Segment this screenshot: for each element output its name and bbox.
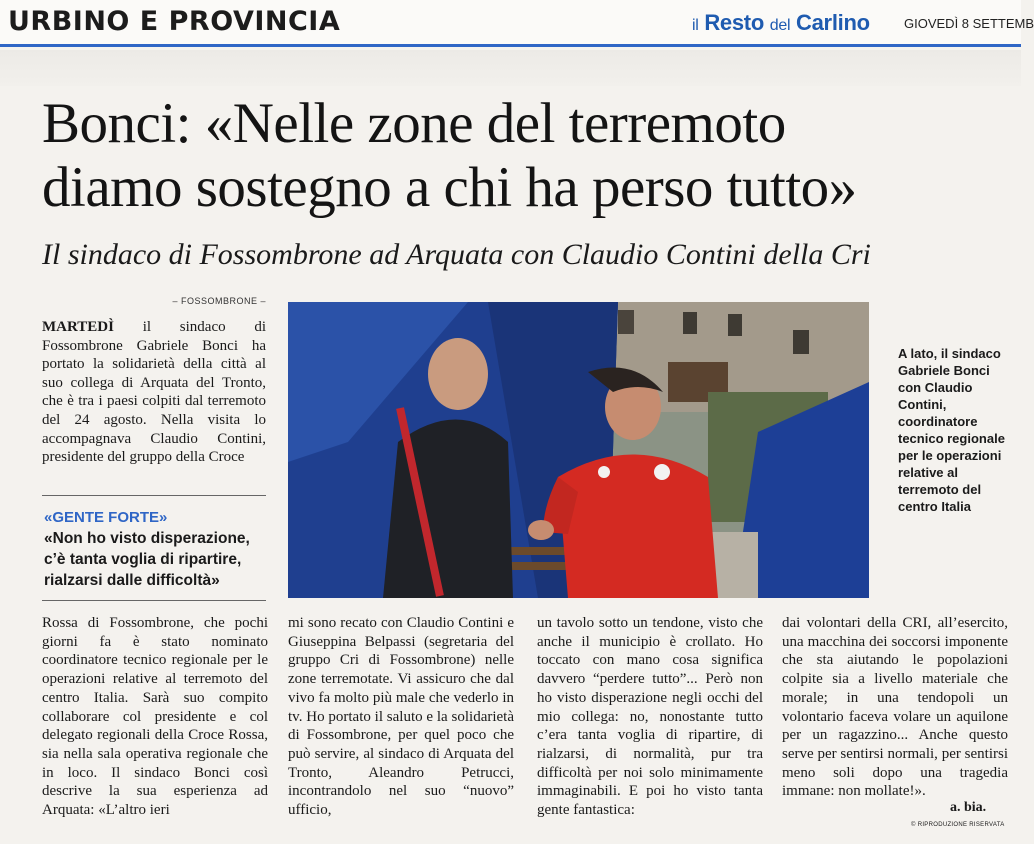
headline: [42, 92, 1002, 220]
section-title: URBINO E PROVINCIA: [8, 6, 341, 37]
headline-line-2: diamo sostegno a chi ha perso tutto»: [42, 156, 857, 219]
lede-paragraph: [42, 318, 266, 467]
body-column-1: Rossa di Fossombrone, che pochi giorni fa è stato nominato coordinatore tecnico regionale per le operazioni relative al terremoto del centro Italia. Sarà suo compito collaborare col presidente e col delegato regionali della Croce Rossa, sia nella sala operativa regionale che in loco. Il sindaco Bonci così descrive la sua esperienza ad Arquata: «L’altro ieri: [42, 615, 268, 819]
photo-caption: A lato, il sindaco Gabriele Bonci con Claudio Contini, coordinatore tecnico regionale per le operazioni relative al terremoto del centro Italia: [898, 346, 1005, 514]
body-column-2: mi sono recato con Claudio Contini e Giuseppina Belpassi (segretaria del gruppo Cri di Fossombrone) nelle zone terremotate. Vi assicuro che dal vivo fa molto più male che vederlo in tv. Ho portato il saluto e la solidarietà di Fossombrone, per quel poco che può servire, al sindaco di Arquata del Tronto, Aleandro Petrucci, incontrandolo nel suo “nuovo” ufficio,: [288, 615, 514, 819]
body-column-3: un tavolo sotto un tendone, visto che anche il municipio è crollato. Ho toccato con mano cosa significa davvero “perdere tutto”... Però non ho visto disperazione negli occhi del mio collega: no, nonostante tutto c’era tanta voglia di ripartire, di rialzarsi, di normalità, pur tra difficoltà per noi solo minimamente immaginabili. E poi ho visto tanta gente fantastica:: [537, 615, 763, 819]
copyright-notice: © RIPRODUZIONE RISERVATA: [911, 822, 1005, 828]
quote-bottom-rule: [42, 600, 266, 601]
body-column-4: dai volontari della CRI, all’esercito, una macchina dei soccorsi imponente che sta aiutando le popolazioni colpite sia a livello materiale che morale; in una tendopoli un volontario faceva volare un aquilone per un ragazzino... Anche questo serve per sentirsi normali, per sentirsi meno soli dopo una tragedia immane: non mollate!».: [782, 615, 1008, 800]
logo-resto: Resto: [704, 10, 764, 35]
quote-top-rule: [42, 495, 266, 496]
issue-date: GIOVEDÌ 8 SETTEMB: [904, 16, 1034, 31]
bleed-through-strip: [0, 50, 1021, 86]
lede-text: il sindaco di Fossombrone Gabriele Bonci ha portato la solidarietà della città al suo collega di Arquata del Tronto, che è tra i paesi colpiti dal terremoto del 24 agosto. Nella visita lo accompagnava Claudio Contini, presidente del gruppo della Croce: [42, 319, 266, 466]
header-rule: [0, 44, 1021, 47]
logo-del: del: [769, 17, 791, 34]
logo-carlino: Carlino: [796, 10, 870, 35]
lede-lead-word: MARTEDÌ: [42, 319, 114, 335]
headline-line-1: Bonci: «Nelle zone del terremoto: [42, 92, 786, 155]
page-header: [0, 0, 1034, 46]
dateline-location: – FOSSOMBRONE –: [172, 296, 266, 306]
pull-quote: «Non ho visto disperazione, c’è tanta voglia di ripartire, rialzarsi dalle difficoltà»: [44, 530, 250, 589]
pull-quote-kicker: «GENTE FORTE»: [44, 509, 168, 526]
photo-illustration: [288, 302, 869, 598]
article-photo: [288, 302, 869, 598]
subheadline: Il sindaco di Fossombrone ad Arquata con Claudio Contini della Cri: [42, 238, 871, 271]
newspaper-logo: [692, 10, 870, 36]
author-signature: a. bia.: [950, 800, 987, 815]
logo-prefix: il: [692, 17, 699, 34]
